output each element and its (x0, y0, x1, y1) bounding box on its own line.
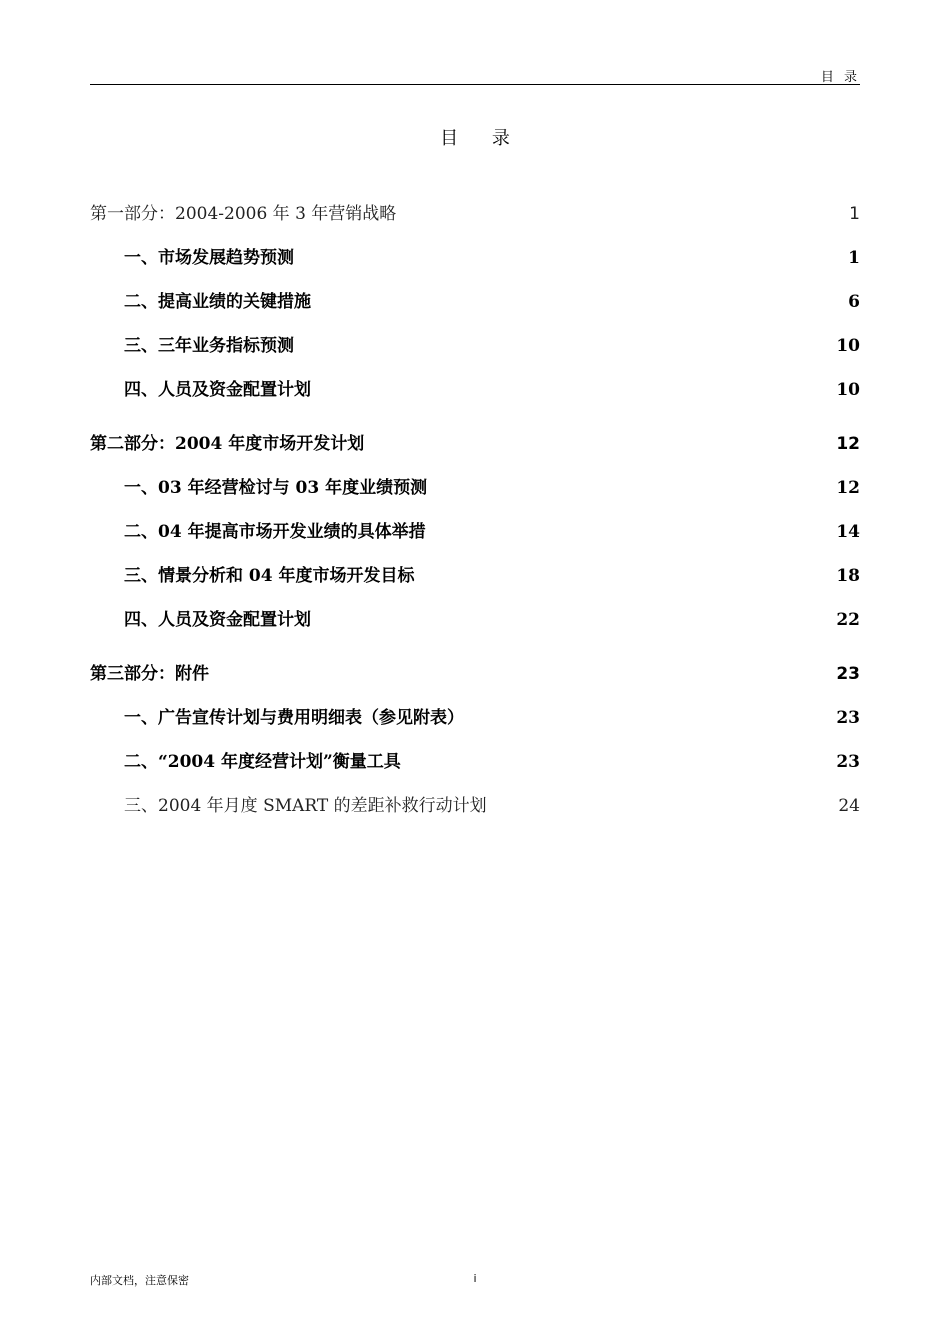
toc-item-page: 10 (836, 336, 860, 356)
toc-item-label: 二、04 年提高市场开发业绩的具体举措 (124, 522, 426, 542)
toc-item-page: 23 (836, 752, 860, 772)
toc-part-2-item-4[interactable] (90, 607, 860, 633)
toc-item-page: 24 (838, 796, 860, 816)
toc-part-1-item-1[interactable] (90, 245, 860, 271)
toc-part-1-page: 1 (849, 204, 860, 224)
toc-item-label: 二、提高业绩的关键措施 (124, 292, 311, 312)
toc-item-page: 22 (836, 610, 860, 630)
toc-item-page: 6 (848, 292, 860, 312)
running-header: 目 录 (820, 70, 860, 85)
toc-item-label: 一、市场发展趋势预测 (124, 248, 294, 268)
toc-item-page: 12 (836, 478, 860, 498)
toc-item-label: 三、三年业务指标预测 (124, 336, 294, 356)
toc-item-label: 一、广告宣传计划与费用明细表（参见附表） (124, 708, 464, 728)
toc-item-label: 四、人员及资金配置计划 (124, 610, 311, 630)
toc-item-page: 14 (836, 522, 860, 542)
toc-item-label: 四、人员及资金配置计划 (124, 380, 311, 400)
toc-item-label: 二、“2004 年度经营计划”衡量工具 (124, 752, 401, 772)
toc-part-2[interactable] (90, 431, 860, 457)
toc-item-page: 23 (836, 708, 860, 728)
toc-part-1-item-4[interactable] (90, 377, 860, 403)
page-title: 目 录 (440, 128, 524, 149)
toc-part-3-page: 23 (836, 664, 860, 684)
toc-part-2-page: 12 (836, 434, 860, 454)
toc-item-label: 一、03 年经营检讨与 03 年度业绩预测 (124, 478, 428, 498)
toc-part-1-item-3[interactable] (90, 333, 860, 359)
footer-confidential-note: 内部文档，注意保密 (90, 1274, 189, 1287)
toc-item-page: 1 (848, 248, 860, 268)
toc-part-2-item-3[interactable] (90, 563, 860, 589)
toc-part-2-label: 第二部分：2004 年度市场开发计划 (90, 434, 365, 454)
footer-page-number: i (473, 1272, 477, 1285)
toc-part-3-item-1[interactable] (90, 705, 860, 731)
toc-part-3-item-3[interactable] (90, 793, 860, 819)
toc-part-1-item-2[interactable] (90, 289, 860, 315)
toc-part-3-label: 第三部分：附件 (90, 664, 209, 684)
toc-item-label: 三、2004 年月度 SMART 的差距补救行动计划 (124, 796, 487, 816)
toc-item-label: 三、情景分析和 04 年度市场开发目标 (124, 566, 415, 586)
toc-item-page: 18 (836, 566, 860, 586)
toc-part-2-item-2[interactable] (90, 519, 860, 545)
toc-part-3-item-2[interactable] (90, 749, 860, 775)
toc-part-1[interactable] (90, 201, 860, 227)
toc-item-page: 10 (836, 380, 860, 400)
toc-part-2-item-1[interactable] (90, 475, 860, 501)
toc-part-1-label: 第一部分：2004-2006 年 3 年营销战略 (90, 204, 397, 224)
table-of-contents (90, 0, 860, 900)
toc-part-3[interactable] (90, 661, 860, 687)
